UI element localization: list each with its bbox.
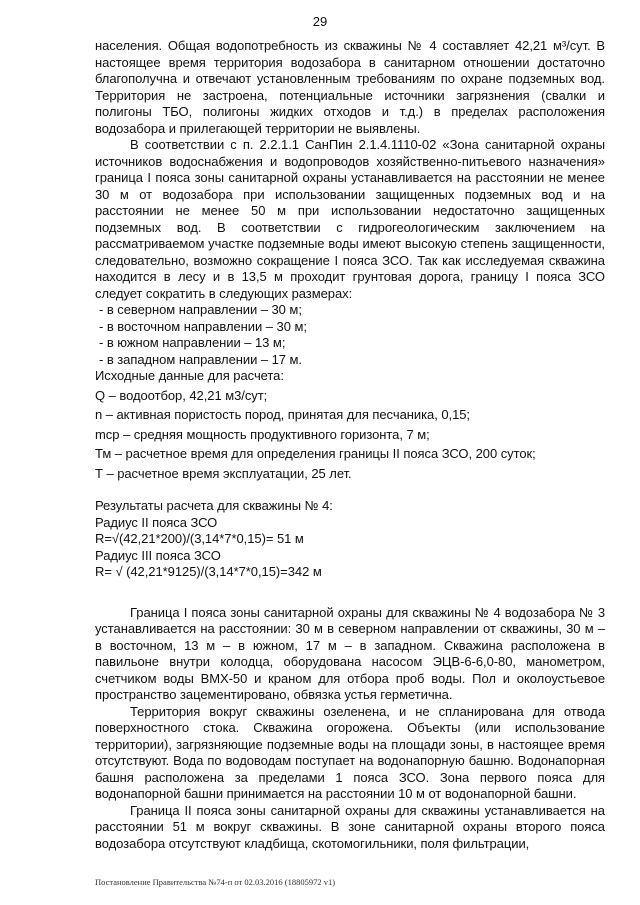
input-item: mср – средняя мощность продуктивного горизонта, 7 м; xyxy=(95,426,430,442)
paragraph-zone1-boundary: Граница I пояса зоны санитарной охраны для скважины № 4 водозабора № 3 устанавливается на расстоянии: 30 м в северном направлении от скважины, 30 м – в восточном, 13 м – в южном, 17 м – в западном. Скважина расположена в павильоне внутри колодца, оборудована насосом ЭЦВ-6-6,0-80, манометром, счетчиком воды ВМХ-50 и краном для отбора проб воды. Пол и околоустьевое пространство зацементировано, обвязка устья герметична. xyxy=(95,604,605,702)
list-item: - в южном направлении – 13 м; xyxy=(99,335,286,350)
zone2-radius-formula: R=√(42,21*200)/(3,14*7*0,15)= 51 м xyxy=(95,531,304,546)
list-item: - в западном направлении – 17 м. xyxy=(99,351,302,367)
page-body xyxy=(95,38,605,852)
input-item: Тм – расчетное время для определения границы II пояса ЗСО, 200 суток; xyxy=(95,446,536,461)
input-item: n – активная пористость пород, принятая для песчаника, 0,15; xyxy=(95,407,470,422)
zone3-radius-label: Радиус III пояса ЗСО xyxy=(95,547,221,563)
paragraph-territory-description: Территория вокруг скважины озеленена, и не спланирована для отвода поверхностного стока. Скважина огорожена. Объекты (или использование территории), загрязняющие подземные воды на площади зоны, в настоящее время отсутствуют. Вода по водоводам поступает на водонапорную башню. Водонапорная башня расположена за пределами 1 пояса ЗСО. Зона первого пояса для водонапорной башни принимается на расстоянии 10 м от водонапорной башни. xyxy=(95,703,605,801)
zone2-radius-label: Радиус II пояса ЗСО xyxy=(95,514,218,530)
zone3-radius-formula: R= √ (42,21*9125)/(3,14*7*0,15)=342 м xyxy=(95,564,322,579)
zone1-dimensions-list xyxy=(95,302,605,368)
paragraph-water-demand: населения. Общая водопотребность из скважины № 4 составляет 42,21 м³/сут. В настоящее время территория водозабора в санитарном отношении достаточно благополучна и отвечают установленным требованиям по охране подземных вод. Территория не застроена, потенциальные источники загрязнения (свалки и полигоны ТБО, полигоны жидких отходов и т.д.) в пределах расположения водозабора и прилегающей территории не выявлены. xyxy=(95,38,605,136)
results-heading: Результаты расчета для скважины № 4: xyxy=(95,498,333,513)
document-footer: Постановление Правительства №74-п от 02.03.2016 (18805972 v1) xyxy=(95,877,336,887)
input-item: Q – водоотбор, 42,21 м3/сут; xyxy=(95,387,268,403)
page-number: 29 xyxy=(312,14,328,29)
calculation-results-block xyxy=(95,498,605,581)
paragraph-zone2-boundary: Граница II пояса зоны санитарной охраны для скважины устанавливается на расстоянии 51 м вокруг скважины. В зоне санитарной охраны второго пояса водозабора отсутствуют кладбища, скотомогильники, поля фильтрации, xyxy=(95,802,605,851)
paragraph-sanpin-requirements: В соответствии с п. 2.2.1.1 СанПин 2.1.4.1110-02 «Зона санитарной охраны источников водоснабжения и водопроводов хозяйственно-питьевого назначения» граница I пояса зоны санитарной охраны устанавливается на расстоянии не менее 30 м от водозабора при использовании защищенных подземных вод и на расстоянии не менее 50 м при использовании недостаточно защищенных подземных вод. В соответствии с гидрогеологическим заключением на рассматриваемом участке подземные воды имеют высокую степень защищенности, следовательно, возможно сокращение I пояса ЗСО. Так как исследуемая скважина находится в лесу и в 13,5 м проходит грунтовая дорога, границу I пояса ЗСО следует сократить в следующих размерах: xyxy=(95,137,605,301)
input-data-block xyxy=(95,368,605,482)
input-data-heading: Исходные данные для расчета: xyxy=(95,368,284,383)
list-item: - в северном направлении – 30 м; xyxy=(99,302,302,317)
input-item: Т – расчетное время эксплуатации, 25 лет. xyxy=(95,465,352,481)
list-item: - в восточном направлении – 30 м; xyxy=(99,318,307,334)
